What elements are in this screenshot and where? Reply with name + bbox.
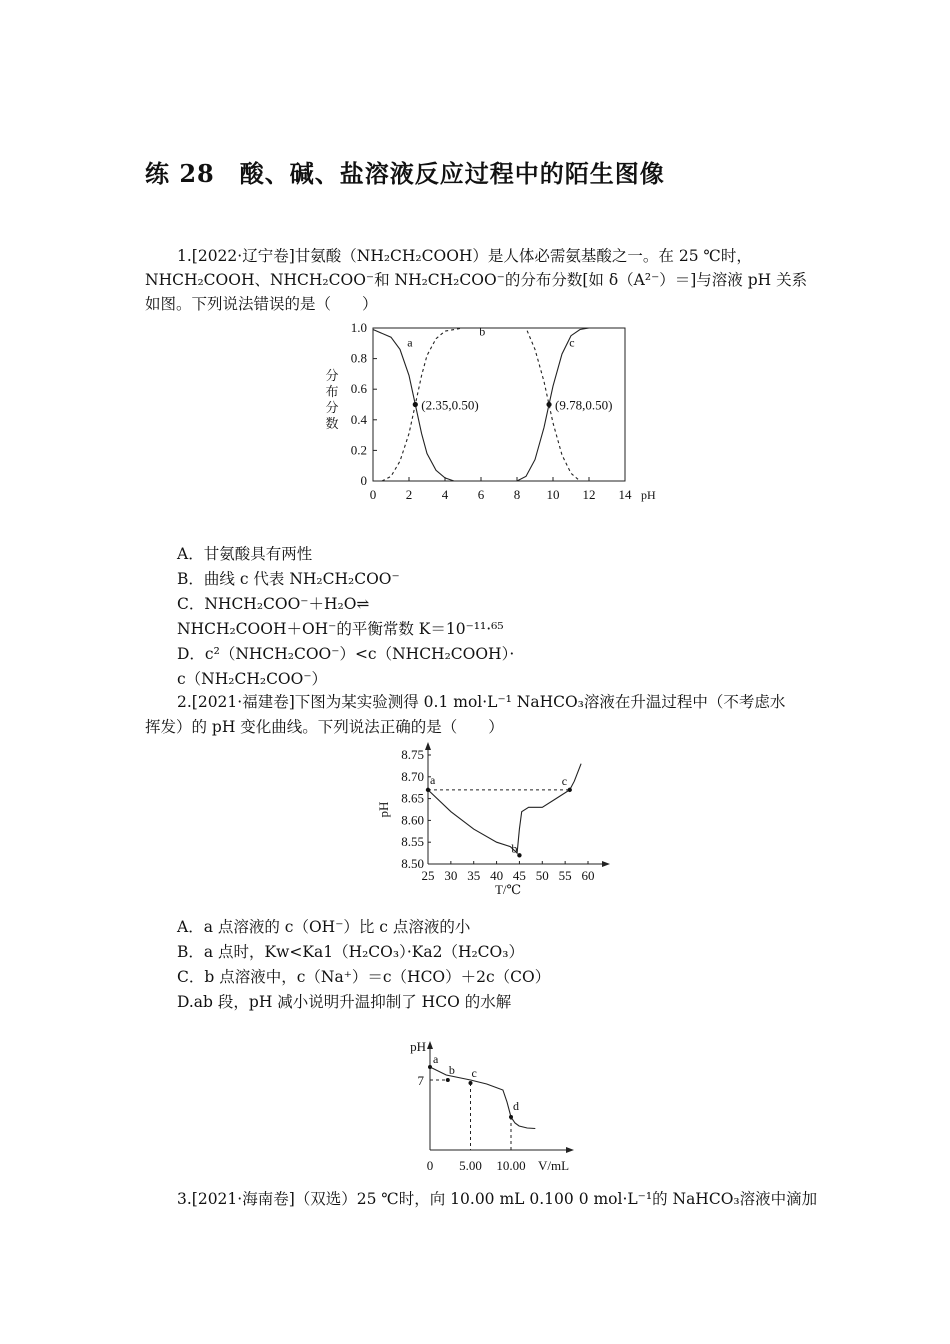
q2-option-c[interactable]: C．b 点溶液中，c（Na⁺）＝c（HCO）＋2c（CO）	[177, 968, 551, 986]
y-axis-label: pH	[376, 801, 391, 818]
y-tick-label: 8.55	[401, 834, 424, 850]
x-axis-label: T/℃	[494, 882, 522, 897]
q2-option-a[interactable]: A．a 点溶液的 c（OH⁻）比 c 点溶液的小	[177, 918, 471, 936]
intersection-label: (9.78,0.50)	[555, 397, 613, 413]
intersection-point	[413, 402, 418, 407]
point-b-label: b	[511, 841, 518, 856]
y-tick-label: 8.75	[401, 747, 424, 762]
intersection-label: (2.35,0.50)	[421, 397, 479, 413]
y-tick-label: 0.2	[350, 442, 367, 458]
x-tick-label: 14	[618, 487, 632, 502]
x-axis-label: pH	[641, 488, 656, 502]
titration-curve-chart	[400, 1035, 580, 1175]
q2-stem-line-1: 2.[2021·福建卷]下图为某实验测得 0.1 mol·L⁻¹ NaHCO₃溶液在升温过程中（不考虑水	[177, 693, 786, 711]
x-axis-label: V/mL	[538, 1158, 570, 1173]
point-a-label: a	[430, 772, 436, 787]
point-c	[568, 788, 572, 792]
y-tick-label: 0.6	[350, 381, 367, 397]
q1-stem-line-3: 如图。下列说法错误的是（ ）	[145, 295, 378, 313]
y-tick-label: 8.60	[401, 812, 424, 828]
ph-temperature-chart	[370, 738, 610, 898]
x-tick-label: 45	[512, 868, 526, 883]
point-b	[517, 853, 521, 857]
y-tick-label: 8.65	[401, 790, 424, 806]
x-tick-label: 0	[426, 1158, 434, 1173]
page-title: 练 28 酸、碱、盐溶液反应过程中的陌生图像	[145, 159, 665, 188]
x-tick-label: 2	[405, 487, 413, 502]
series-b-label: b	[479, 324, 486, 339]
q3-stem-line-1: 3.[2021·海南卷]（双选）25 ℃时，向 10.00 mL 0.100 0 mol·L⁻¹的 NaHCO₃溶液中滴加	[177, 1190, 818, 1208]
point-a	[428, 1065, 432, 1069]
x-tick-label: 5.00	[459, 1158, 482, 1173]
x-tick-label: 10	[546, 487, 560, 502]
q2-option-d[interactable]: D.ab 段，pH 减小说明升温抑制了 HCO 的水解	[177, 993, 512, 1011]
q1-option-c-line-2[interactable]: NHCH₂COOH＋OH⁻的平衡常数 K＝10⁻¹¹·⁶⁵	[177, 620, 504, 638]
x-tick-label: 50	[535, 868, 549, 883]
x-tick-label: 60	[581, 868, 595, 883]
q1-option-d-line-1[interactable]: D．c²（NHCH₂COO⁻）<c（NHCH₂COOH）·	[177, 645, 515, 663]
x-tick-label: 0	[369, 487, 377, 502]
q1-option-a[interactable]: A．甘氨酸具有两性	[177, 545, 313, 563]
point-b-label: b	[448, 1063, 455, 1077]
distribution-fraction-chart	[320, 318, 670, 510]
x-tick-label: 12	[582, 487, 596, 502]
y-tick-label: 7	[417, 1073, 424, 1088]
x-tick-label: 10.00	[496, 1158, 526, 1173]
ph-curve	[428, 764, 581, 856]
y-axis-label-char: 分	[325, 369, 339, 384]
point-c-label: c	[471, 1066, 477, 1080]
point-b	[446, 1078, 450, 1082]
y-axis-arrow	[427, 1041, 433, 1049]
y-tick-label: 8.70	[401, 768, 424, 784]
y-tick-label: 1.0	[350, 320, 367, 335]
point-c-label: c	[561, 773, 568, 788]
y-axis-label-char: 布	[325, 385, 339, 400]
point-a	[426, 788, 430, 792]
y-axis-label-char: 分	[325, 401, 339, 416]
point-a-label: a	[433, 1052, 439, 1066]
q1-option-b[interactable]: B．曲线 c 代表 NH₂CH₂COO⁻	[177, 570, 400, 588]
x-tick-label: 55	[558, 868, 572, 883]
intersection-point	[546, 402, 551, 407]
y-tick-label: 0.8	[350, 350, 367, 366]
point-d	[509, 1115, 513, 1119]
y-axis-label: pH	[410, 1039, 426, 1054]
point-d-label: d	[513, 1099, 519, 1113]
y-axis-label-char: 数	[325, 417, 339, 432]
y-tick-label: 8.50	[401, 856, 424, 871]
series-a-label: a	[407, 335, 413, 350]
q1-option-d-line-2[interactable]: c（NH₂CH₂COO⁻）	[177, 670, 328, 688]
point-c	[469, 1081, 473, 1085]
q2-stem-line-2: 挥发）的 pH 变化曲线。下列说法正确的是（ ）	[145, 718, 504, 736]
q2-option-b[interactable]: B．a 点时，Kw<Ka1（H₂CO₃）·Ka2（H₂CO₃）	[177, 943, 524, 961]
y-tick-label: 0	[360, 473, 367, 488]
q1-stem-line-2: NHCH₂COOH、NHCH₂COO⁻和 NH₂CH₂COO⁻的分布分数[如 δ（A²⁻）＝]与溶液 pH 关系	[145, 271, 808, 289]
x-tick-label: 6	[477, 487, 485, 502]
x-tick-label: 8	[513, 487, 521, 502]
x-axis-arrow	[602, 861, 610, 867]
x-axis-arrow	[566, 1147, 574, 1153]
q1-option-c-line-1[interactable]: C．NHCH₂COO⁻＋H₂O⇌	[177, 595, 370, 613]
x-tick-label: 4	[441, 487, 449, 502]
y-tick-label: 0.4	[350, 411, 367, 427]
x-tick-label: 25	[421, 868, 435, 883]
x-tick-label: 30	[444, 868, 458, 883]
q1-stem-line-1: 1.[2022·辽宁卷]甘氨酸（NH₂CH₂COOH）是人体必需氨基酸之一。在 25 ℃时，	[177, 247, 752, 265]
titration-curve	[430, 1067, 535, 1129]
y-axis-arrow	[425, 742, 431, 750]
series-c-label: c	[569, 335, 575, 350]
x-tick-label: 40	[490, 868, 504, 883]
x-tick-label: 35	[467, 868, 481, 883]
